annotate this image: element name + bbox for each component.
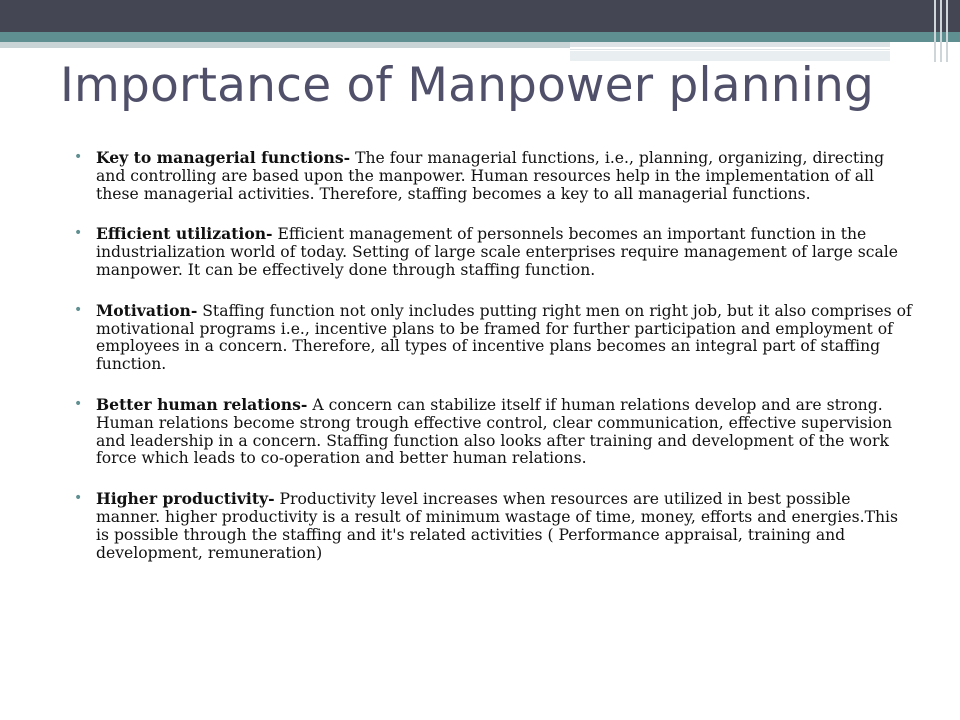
header-bar-teal xyxy=(0,32,960,42)
bullet-list xyxy=(74,149,914,584)
bullet-item xyxy=(74,490,914,562)
slide-title: Importance of Manpower planning xyxy=(60,58,875,113)
bullet-dot-icon: • xyxy=(74,149,83,165)
bullet-heading: Higher productivity- xyxy=(96,489,275,509)
bullet-item xyxy=(74,396,914,468)
bullet-dot-icon: • xyxy=(74,395,83,412)
bullet-dot-icon: • xyxy=(74,490,83,507)
bullet-dot-icon: • xyxy=(74,301,83,318)
bullet-heading: Efficient utilization- xyxy=(96,224,273,244)
bullet-text: Staffing function not only includes putting right men on right job, but it also comprises of motivational programs i.e., incentive plans to be framed for further participation and employment of employees in a concern. Therefore, all types of incentive plans becomes an integral part of staffing function. xyxy=(96,301,912,374)
bullet-heading: Better human relations- xyxy=(96,394,308,414)
bullet-item xyxy=(74,302,914,374)
header-decorative-lines xyxy=(932,0,954,62)
bullet-heading: Key to managerial functions- xyxy=(96,148,351,167)
header-bar-light xyxy=(0,42,570,48)
bullet-heading: Motivation- xyxy=(96,300,198,320)
bullet-text: The four managerial functions, i.e., planning, organizing, directing and controlling are based upon the manpower. Human resources help in the implementation of all these managerial activities. Therefore, staffing becomes a key to all managerial functions. xyxy=(96,149,885,203)
bullet-dot-icon: • xyxy=(74,225,83,242)
header-divider-line xyxy=(570,47,890,49)
bullet-item xyxy=(74,149,914,203)
bullet-text: Productivity level increases when resources are utilized in best possible manner. higher productivity is a result of minimum wastage of time, money, efforts and energies.This is possible through the staffing and it's related activities ( Performance appraisal, training and development, remuneration) xyxy=(96,490,899,562)
header-bar-dark xyxy=(0,0,960,32)
bullet-text: Efficient management of personnels becomes an important function in the industrialization world of today. Setting of large scale enterprises require management of large scale manpower. It can be effectively done through staffing function. xyxy=(96,225,899,279)
bullet-item xyxy=(74,225,914,279)
bullet-text: A concern can stabilize itself if human relations develop and are strong. Human relations become strong trough effective control, clear communication, effective supervision and leadership in a concern. Staffing function also looks after training and development of the work force which leads to co-operation and better human relations. xyxy=(96,395,893,468)
